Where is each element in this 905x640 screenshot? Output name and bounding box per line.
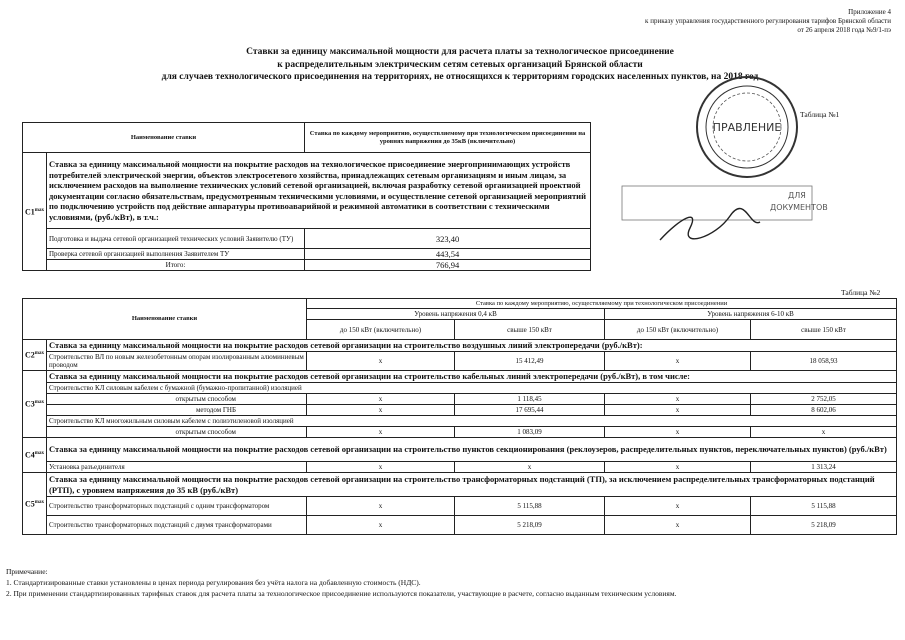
- table1-caption: Таблица №1: [800, 110, 840, 119]
- c4-v1: x: [307, 462, 455, 473]
- title-line-3: для случаев технологического присоединения на территориях, не относящихся к территориям городских населенных пунктов, на 2018 год: [161, 72, 759, 82]
- c4-v3: x: [605, 462, 751, 473]
- notes: [6, 566, 896, 599]
- seal-stamp: [692, 72, 802, 182]
- c2-row-label: Строительство ВЛ по новым железобетонным опорам изолированным алюминиевым проводом: [47, 352, 307, 371]
- c5-row1-v4: 5 115,88: [751, 497, 897, 516]
- c2-code: C2: [25, 350, 35, 360]
- c2-code-sup: max: [34, 351, 44, 357]
- table2-sub-gt150-a: свыше 150 кВт: [455, 320, 605, 340]
- table1-code-cell: [23, 153, 47, 271]
- c5-row2-v4: 5 218,09: [751, 516, 897, 535]
- c3-row3-v4: x: [751, 427, 897, 438]
- c4-code-cell: [23, 438, 47, 473]
- c5-row2-v3: x: [605, 516, 751, 535]
- table1-row1-value: 323,40: [305, 229, 591, 249]
- table2-sub-le150-b: до 150 кВт (включительно): [605, 320, 751, 340]
- c2-v4: 18 058,93: [751, 352, 897, 371]
- c3-title: Ставка за единицу максимальной мощности на покрытие расходов сетевой организации на строительство кабельных линий электропередачи (руб./кВт), в том числе:: [47, 371, 897, 383]
- notes-heading: Примечание:: [6, 567, 48, 576]
- c3-row1-v3: x: [605, 394, 751, 405]
- c3-row1-label: открытым способом: [47, 394, 307, 405]
- c5-row2-label: Строительство трансформаторных подстанций с двумя трансформаторами: [47, 516, 307, 535]
- c4-code-sup: max: [34, 451, 44, 457]
- c3-code-sup: max: [34, 400, 44, 406]
- c3-row1-v2: 1 118,45: [455, 394, 605, 405]
- table1-description: Ставка за единицу максимальной мощности на покрытие расходов на технологическое присоединение энергопринимающих устройств потребителей электрической энергии, объектов электросетевого хозяйства, принадлежащих сетевым организациям и иным лицам, за исключением расходов на выполнение технических условий сетевой организацией, включая разработку сетевой организацией проектной документации согласно обязательствам, предусмотренным техническими условиями, и осуществление сетевой организацией мероприятий по подключению устройств под действие аппаратуры противоаварийной и режимной автоматики в соответствии с техническими условиями, (руб./кВт), в т.ч.:: [47, 153, 591, 229]
- c5-row2-v2: 5 218,09: [455, 516, 605, 535]
- stamp-text-1: ДЛЯ: [788, 191, 806, 200]
- c3-row2-label: методом ГНБ: [47, 405, 307, 416]
- c4-code: C4: [25, 450, 35, 460]
- appendix-line-1: Приложение 4: [848, 8, 891, 16]
- table1-total-value: 766,94: [305, 260, 591, 271]
- c5-title: Ставка за единицу максимальной мощности на покрытие расходов сетевой организации на строительство трансформаторных подстанций (ТП), за исключением распределительных трансформаторных подстанций (РТП), с уровнем напряжения до 35 кВ (руб./кВт): [47, 473, 897, 497]
- table1-code-sup: max: [34, 207, 44, 213]
- c3-row3-v3: x: [605, 427, 751, 438]
- c3-row1-v1: x: [307, 394, 455, 405]
- table2-caption: Таблица №2: [841, 288, 881, 297]
- appendix-line-2: к приказу управления государственного регулирования тарифов Брянской области: [645, 17, 891, 25]
- table2-header-group: Ставка по каждому мероприятию, осуществляемому при технологическом присоединении: [307, 299, 897, 309]
- note-1: 1. Стандартизированные ставки установлены в ценах периода регулирования без учёта налога на добавленную стоимость (НДС).: [6, 578, 421, 587]
- c3-code-cell: [23, 371, 47, 438]
- c3-row2-v3: x: [605, 405, 751, 416]
- c4-v4: 1 313,24: [751, 462, 897, 473]
- stamp-center-text: ПРАВЛЕНИЕ: [712, 121, 782, 134]
- table-2: [22, 298, 897, 535]
- c5-row1-v2: 5 115,88: [455, 497, 605, 516]
- title-line-2: к распределительным электрическим сетям сетевых организаций Брянской области: [277, 59, 643, 70]
- c3-row2-v2: 17 695,44: [455, 405, 605, 416]
- c2-v1: x: [307, 352, 455, 371]
- appendix-header: [571, 8, 891, 35]
- stamp-text-2: ДОКУМЕНТОВ: [770, 203, 828, 212]
- appendix-line-3: от 26 апреля 2018 года №9/1-пэ: [797, 26, 891, 34]
- table1-code: C1: [25, 207, 35, 217]
- c3-row2-v4: 8 602,06: [751, 405, 897, 416]
- c4-v2: x: [455, 462, 605, 473]
- c5-code-cell: [23, 473, 47, 535]
- c5-row2-v1: x: [307, 516, 455, 535]
- c4-title: Ставка за единицу максимальной мощности на покрытие расходов сетевой организации на строительство пунктов секционирования (реклоузеров, распределительных пунктов, переключательных пунктов) (руб./кВт): [47, 438, 897, 462]
- c3-row3-label: открытым способом: [47, 427, 307, 438]
- c3-sub2: Строительство КЛ многожильным силовым кабелем с полиэтиленовой изоляцией: [47, 416, 897, 427]
- table1-total-label: Итого:: [47, 260, 305, 271]
- c3-sub1: Строительство КЛ силовым кабелем с бумажной (бумажно-пропитанной) изоляцией: [47, 383, 897, 394]
- c2-code-cell: [23, 340, 47, 371]
- table2-level-610: Уровень напряжения 6-10 кВ: [605, 309, 897, 320]
- c2-v2: 15 412,49: [455, 352, 605, 371]
- c5-code-sup: max: [34, 499, 44, 505]
- c3-row2-v1: x: [307, 405, 455, 416]
- c3-row3-v1: x: [307, 427, 455, 438]
- table1-row2-label: Проверка сетевой организацией выполнения Заявителем ТУ: [47, 249, 305, 260]
- table1-row2-value: 443,54: [305, 249, 591, 260]
- c5-row1-label: Строительство трансформаторных подстанций с одним трансформатором: [47, 497, 307, 516]
- c5-row1-v1: x: [307, 497, 455, 516]
- table1-header-name: Наименование ставки: [23, 123, 305, 153]
- table1-header-value: Ставка по каждому мероприятию, осуществляемому при технологическом присоединении на уровнях напряжения до 35кВ (включительно): [305, 123, 591, 153]
- table2-sub-gt150-b: свыше 150 кВт: [751, 320, 897, 340]
- title-line-1: Ставки за единицу максимальной мощности для расчета платы за технологическое присоединение: [246, 47, 674, 57]
- table1-row1-label: Подготовка и выдача сетевой организацией технических условий Заявителю (ТУ): [47, 229, 305, 249]
- note-2: 2. При применении стандартизированных тарифных ставок для расчета платы за технологическое присоединение используются показатели, участвующие в расчете, согласно выданным техническим условиям.: [6, 589, 677, 598]
- c3-row1-v4: 2 752,05: [751, 394, 897, 405]
- signature-mark: [620, 178, 828, 248]
- c5-code: C5: [25, 499, 35, 509]
- table-1: [22, 122, 591, 271]
- c5-row1-v3: x: [605, 497, 751, 516]
- table2-level-04: Уровень напряжения 0,4 кВ: [307, 309, 605, 320]
- c3-code: C3: [25, 399, 35, 409]
- c2-title: Ставка за единицу максимальной мощности на покрытие расходов сетевой организации на строительство воздушных линий электропередачи (руб./кВт):: [47, 340, 897, 352]
- c3-row3-v2: 1 083,09: [455, 427, 605, 438]
- c2-v3: x: [605, 352, 751, 371]
- table2-sub-le150-a: до 150 кВт (включительно): [307, 320, 455, 340]
- c4-row-label: Установка разъединителя: [47, 462, 307, 473]
- table2-header-name: Наименование ставки: [23, 299, 307, 340]
